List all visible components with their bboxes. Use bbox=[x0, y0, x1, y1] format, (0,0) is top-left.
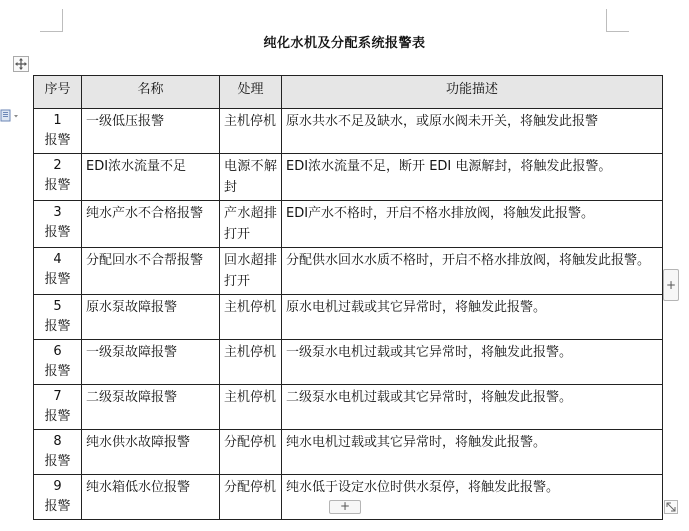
cell-action[interactable]: 主机停机 bbox=[220, 109, 282, 154]
cell-seq[interactable] bbox=[34, 475, 82, 520]
table-row bbox=[34, 340, 663, 385]
cell-action[interactable]: 主机停机 bbox=[220, 340, 282, 385]
table-header-row bbox=[34, 76, 663, 109]
move-arrows-icon bbox=[14, 57, 28, 71]
seq-number: 2 bbox=[53, 158, 62, 173]
cell-seq[interactable] bbox=[34, 201, 82, 248]
table-row bbox=[34, 385, 663, 430]
cell-action[interactable]: 主机停机 bbox=[220, 295, 282, 340]
cell-seq[interactable] bbox=[34, 385, 82, 430]
seq-label: 报警 bbox=[44, 133, 71, 148]
header-name[interactable]: 名称 bbox=[82, 76, 220, 109]
cell-name[interactable]: 分配回水不合帮报警 bbox=[82, 248, 220, 295]
table-row bbox=[34, 248, 663, 295]
cell-name[interactable]: 纯水箱低水位报警 bbox=[82, 475, 220, 520]
cell-action[interactable]: 电源不解封 bbox=[220, 154, 282, 201]
cell-seq[interactable] bbox=[34, 295, 82, 340]
seq-label: 报警 bbox=[44, 272, 71, 287]
cell-description[interactable]: 原水电机过载或其它异常时，将触发此报警。 bbox=[282, 295, 663, 340]
table-row bbox=[34, 295, 663, 340]
cell-action[interactable]: 分配停机 bbox=[220, 475, 282, 520]
cell-description[interactable]: 一级泵水电机过载或其它异常时，将触发此报警。 bbox=[282, 340, 663, 385]
seq-label: 报警 bbox=[44, 499, 71, 514]
cell-description[interactable]: 纯水电机过载或其它异常时，将触发此报警。 bbox=[282, 430, 663, 475]
header-action[interactable]: 处理 bbox=[220, 76, 282, 109]
header-description[interactable]: 功能描述 bbox=[282, 76, 663, 109]
table-row bbox=[34, 109, 663, 154]
cell-name[interactable]: 纯水供水故障报警 bbox=[82, 430, 220, 475]
table-row bbox=[34, 430, 663, 475]
cell-description[interactable]: 纯水低于设定水位时供水泵停，将触发此报警。 bbox=[282, 475, 663, 520]
cell-name[interactable]: 一级泵故障报警 bbox=[82, 340, 220, 385]
cell-description[interactable]: 二级泵水电机过载或其它异常时，将触发此报警。 bbox=[282, 385, 663, 430]
cell-action[interactable]: 产水超排打开 bbox=[220, 201, 282, 248]
cell-description[interactable]: 原水共水不足及缺水，或原水阀未开关，将触发此报警 bbox=[282, 109, 663, 154]
add-row-button[interactable]: + bbox=[329, 500, 361, 514]
seq-number: 3 bbox=[53, 205, 62, 220]
cell-seq[interactable] bbox=[34, 109, 82, 154]
resize-corner-icon bbox=[664, 500, 678, 514]
table-resize-handle[interactable] bbox=[664, 499, 678, 513]
page-corner-mark-top-left bbox=[40, 9, 63, 32]
cell-name[interactable]: 纯水产水不合格报警 bbox=[82, 201, 220, 248]
cell-name[interactable]: 二级泵故障报警 bbox=[82, 385, 220, 430]
page-corner-mark-top-right bbox=[606, 9, 629, 32]
document-title: 纯化水机及分配系统报警表 bbox=[263, 36, 426, 51]
seq-number: 5 bbox=[53, 299, 62, 314]
header-seq[interactable]: 序号 bbox=[34, 76, 82, 109]
seq-label: 报警 bbox=[44, 178, 71, 193]
seq-label: 报警 bbox=[44, 319, 71, 334]
cell-action[interactable]: 回水超排打开 bbox=[220, 248, 282, 295]
table-move-handle[interactable] bbox=[13, 56, 29, 72]
cell-name[interactable]: 原水泵故障报警 bbox=[82, 295, 220, 340]
seq-label: 报警 bbox=[44, 409, 71, 424]
cell-seq[interactable] bbox=[34, 248, 82, 295]
table-row bbox=[34, 201, 663, 248]
seq-number: 6 bbox=[53, 344, 62, 359]
seq-number: 7 bbox=[53, 389, 62, 404]
paste-options-icon[interactable] bbox=[0, 108, 22, 124]
cell-description[interactable]: EDI产水不格时，开启不格水排放阀，将触发此报警。 bbox=[282, 201, 663, 248]
table-row bbox=[34, 154, 663, 201]
seq-label: 报警 bbox=[44, 454, 71, 469]
cell-seq[interactable] bbox=[34, 154, 82, 201]
cell-description[interactable]: 分配供水回水水质不格时，开启不格水排放阀，将触发此报警。 bbox=[282, 248, 663, 295]
cell-action[interactable]: 分配停机 bbox=[220, 430, 282, 475]
seq-number: 8 bbox=[53, 434, 62, 449]
cell-description[interactable]: EDI浓水流量不足，断开 EDI 电源解封，将触发此报警。 bbox=[282, 154, 663, 201]
add-column-button[interactable]: + bbox=[663, 269, 679, 301]
cell-seq[interactable] bbox=[34, 340, 82, 385]
seq-number: 1 bbox=[53, 113, 62, 128]
seq-label: 报警 bbox=[44, 364, 71, 379]
cell-name[interactable]: EDI浓水流量不足 bbox=[82, 154, 220, 201]
alarm-table bbox=[33, 75, 663, 520]
seq-label: 报警 bbox=[44, 225, 71, 240]
cell-name[interactable]: 一级低压报警 bbox=[82, 109, 220, 154]
seq-number: 4 bbox=[53, 252, 62, 267]
seq-number: 9 bbox=[53, 479, 62, 494]
cell-seq[interactable] bbox=[34, 430, 82, 475]
cell-action[interactable]: 主机停机 bbox=[220, 385, 282, 430]
